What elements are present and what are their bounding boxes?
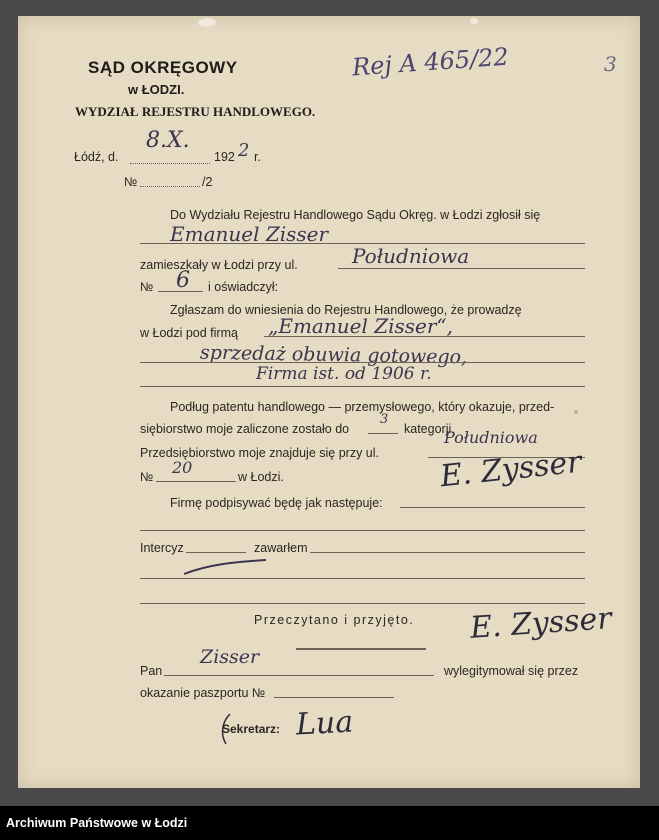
pan-name: Zisser [200,646,260,668]
signature-rule-1 [400,507,585,508]
body-line-1: Do Wydziału Rejestru Handlowego Sądu Okręg. w Łodzi zgłosił się [170,208,541,222]
intercyz-rule-2 [310,552,585,553]
street-value: Połudn​iowa [352,244,470,268]
house-number: 6 [176,268,190,293]
house-number-rule [158,291,203,292]
body-line-7: Przedsiębiorstwo moje znajduje się przy ul. [140,446,379,460]
passport-rule [274,697,394,698]
intercyz-rule-3 [140,578,585,579]
firm-rule-2 [140,362,585,363]
house-number-label: № [140,280,154,294]
secretary-bracket [216,712,236,746]
intercyz-rule-4 [140,603,585,604]
secretary-signature: Lua [295,704,355,743]
year-suffix: r. [254,150,261,164]
street-value-2: Połudn​iowa [444,428,538,447]
date-value: 8.X. [146,128,190,153]
page-number-note: 3 [604,52,617,76]
cancel-stroke [180,556,270,578]
accepted-rule [296,648,426,650]
intercyz-rule [186,552,246,553]
body-line-8: Firmę podpisywać będę jak następuje: [170,496,383,510]
paper-speck [574,410,578,414]
pan-label: Pan [140,664,163,678]
court-title: SĄD OKRĘGOWY [88,58,238,77]
secretary-label: Sekretarz: [222,722,281,736]
passport-label: okazanie paszportu № [140,686,266,700]
body-line-2: zamieszkały w Łodzi przy ul. [140,258,298,272]
firm-rule-1 [264,336,585,337]
category-number: 3 [380,412,389,427]
city-label: w Łodzi. [238,470,284,484]
reference-note: Rej A 465/22 [351,42,510,82]
body-line-4: w Łodzi pod firmą [140,326,238,340]
house-number-rule-2 [156,481,236,482]
declared-label: i oświadczył: [208,280,279,294]
body-line-3: Zgłaszam do wniesienia do Rejestru Handlowego, że prowadzę [170,303,522,317]
business-description: sprzedaż obuwia gotowego, [199,341,468,369]
number-dotted-line [140,186,200,187]
street-rule [338,268,585,269]
body-line-5: Podług patentu handlowego — przemysłowego, który okazuje, przed- [170,400,555,414]
owner-signature-2: E. Zysser [468,601,613,646]
category-rule [368,433,398,434]
number-suffix: /2 [202,175,213,189]
intercyz-label: Intercyz [140,541,184,555]
court-city: w ŁODZI. [128,82,185,97]
applicant-name: Emanuel Zisser [170,222,329,246]
body-line-6a: siębiorstwo moje zaliczone zostało do [140,422,350,436]
date-dotted-line [130,163,210,164]
legitimized-label: wylegitymował się przez [444,664,579,678]
paper-stain [198,18,216,27]
house-number-label-2: № [140,470,154,484]
body-line-6b: kategorji. [404,422,455,436]
archive-footer [0,806,659,840]
read-accepted-label: Przeczytano i przyjęto. [254,613,415,627]
date-city-label: Łódź, d. [74,150,119,164]
archive-label: Archiwum Państwowe w Łodzi [6,816,188,830]
firm-rule-3 [140,386,585,387]
signature-rule-2 [140,530,585,531]
pan-rule [164,675,434,676]
year-prefix: 192 [214,150,235,164]
department-title: WYDZIAŁ REJESTRU HANDLOWEGO. [75,104,316,119]
year-digit: 2 [238,140,250,161]
owner-signature-1: E. Zysser [438,444,584,495]
firm-name: „Emanuel Zisser“, [268,314,453,338]
zawarlem-label: zawarłem [254,541,308,555]
paper-stain [470,18,478,24]
founded-note: Firma ist. od 1906 r. [256,364,432,384]
number-label: № [124,175,138,189]
house-number-2: 20 [172,458,193,477]
